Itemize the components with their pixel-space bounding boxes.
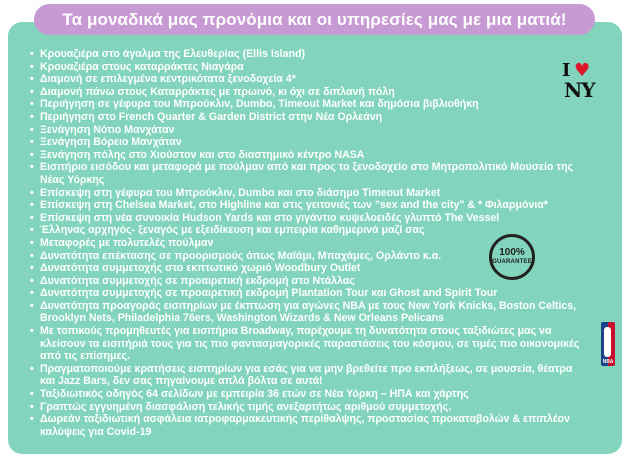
nba-player-silhouette xyxy=(604,327,611,357)
list-item: • Περιήγηση σε γέφυρα του Μπρούκλιν, Dumbo, Timeout Market και δημόσια βιβλιοθήκη xyxy=(30,98,590,111)
list-item: • Κρουαζιέρα στο άγαλμα της Ελευθερίας (Ellis Island) xyxy=(30,48,590,61)
page-title: Τα μοναδικά μας προνόμια και οι υπηρεσίες μας με μια ματιά! xyxy=(34,4,595,35)
heart-icon: ♥ xyxy=(574,60,591,81)
list-item: • Γραπτώς εγγυημένη διασφάλιση τελικής τιμής ανεξαρτήτως αριθμού συμμετοχής. xyxy=(30,401,590,414)
list-item: • Δυνατότητα συμμετοχής σε προαιρετική εκδρομή στο Ντάλλας xyxy=(30,275,590,288)
list-item: • Δυνατότητα προαγοράς εισιτηρίων με έκπτωση για αγώνες NBA με τους New York Knicks, Boston Celtics, Brooklyn Nets, Philadelphia 76ers, Washington Wizards & New Orleans Pelicans xyxy=(30,300,590,325)
nba-logo xyxy=(601,322,615,366)
list-item: • Ξενάγηση πόλης στο Χιούστον και στο διαστημικό κέντρο NASA xyxy=(30,149,590,162)
list-item: • Επίσκεψη στη Chelsea Market, στο Highline και στις γειτονιές των "sex and the city" & * Φιλαρμόνια* xyxy=(30,199,590,212)
list-item: • Μεταφορές με πολυτελές πούλμαν xyxy=(30,237,590,250)
list-item: • Εισιτήριο εισόδου και μεταφορά με πούλμαν από και προς το ξενοδοχείο στο Μητροπολιτικό Μουσείο της Νέας Υόρκης xyxy=(30,161,590,186)
list-item: • Έλληνας αρχηγός- ξεναγός με εξειδίκευση και εμπειρία καθημερινά μαζί σας xyxy=(30,224,590,237)
logo-ny: NY xyxy=(564,78,595,102)
list-item: • Με τοπικούς προμηθευτές για εισιτήρια Broadway, παρέχουμε τη δυνατότητα στους ταξιδιώτες μας να κλείσουν τα εισιτήριά τους για τις πιο φαντασμαγορικές παραστάσεις του κόσμου, σε τιμές πιο οικονομικές από τις επίσημες. xyxy=(30,325,590,363)
nba-logo-text: NBA xyxy=(602,359,614,365)
list-item: • Περιήγηση στο French Quarter & Garden District στην Νέα Ορλεάνη xyxy=(30,111,590,124)
list-item: • Δυνατότητα συμμετοχής σε προαιρετική εκδρομή Plantation Tour και Ghost and Spirit Tour xyxy=(30,287,590,300)
list-item: • Επίσκεψη στη νέα συνοικία Hudson Yards και στο γιγάντιο κυψελοειδές γλυπτό The Vessel xyxy=(30,212,590,225)
list-item: • Δωρεάν ταξιδιωτική ασφάλεια ιατροφαρμακευτικής περίθαλψης, προστασίας προκαταβολών & επιπλέον καλύψεις για Covid-19 xyxy=(30,413,590,438)
list-item: • Ξενάγηση Βόρειο Μανχάταν xyxy=(30,136,590,149)
i-love-ny-logo xyxy=(560,60,600,102)
list-item: • Διαμονή σε επιλεγμένα κεντρικότατα ξενοδοχεία 4* xyxy=(30,73,590,86)
list-item: • Δυνατότητα συμμετοχής στο εκπτωτικό χωριό Woodbury Outlet xyxy=(30,262,590,275)
list-item: • Κρουαζιέρα στους καταρράκτες Νιαγάρα xyxy=(30,61,590,74)
guarantee-badge xyxy=(489,234,535,280)
list-item: • Ξενάγηση Νότιο Μανχάταν xyxy=(30,124,590,137)
list-item: • Πραγματοποιούμε κρατήσεις εισιτηρίων για εσάς για να μην βρεθείτε προ εκπλήξεως, σε μουσεία, θέατρα και Jazz Bars, δεν σας πηγαίνουμε απλά βόλτα σε αυτά! xyxy=(30,363,590,388)
guarantee-percent: 100% xyxy=(499,247,525,258)
list-item: • Δυνατότητα επέκτασης σε προορισμούς όπως Μαϊάμι, Μπαχάμες, Ορλάντο κ.α. xyxy=(30,250,590,263)
list-item: • Διαμονή πάνω στους Καταρράκτες με πρωινό, κι όχι σε διπλανή πόλη xyxy=(30,86,590,99)
list-item: • Επίσκεψη στη γέφυρα του Μπρούκλιν, Dumbo και στο διάσημο Timeout Market xyxy=(30,187,590,200)
guarantee-word: GUARANTEE xyxy=(492,259,532,265)
list-item: • Ταξιδιωτικός οδηγός 64 σελίδων με εμπειρία 36 ετών σε Νέα Υόρκη – ΗΠΑ και χάρτης xyxy=(30,388,590,401)
logo-i: I xyxy=(562,60,571,81)
